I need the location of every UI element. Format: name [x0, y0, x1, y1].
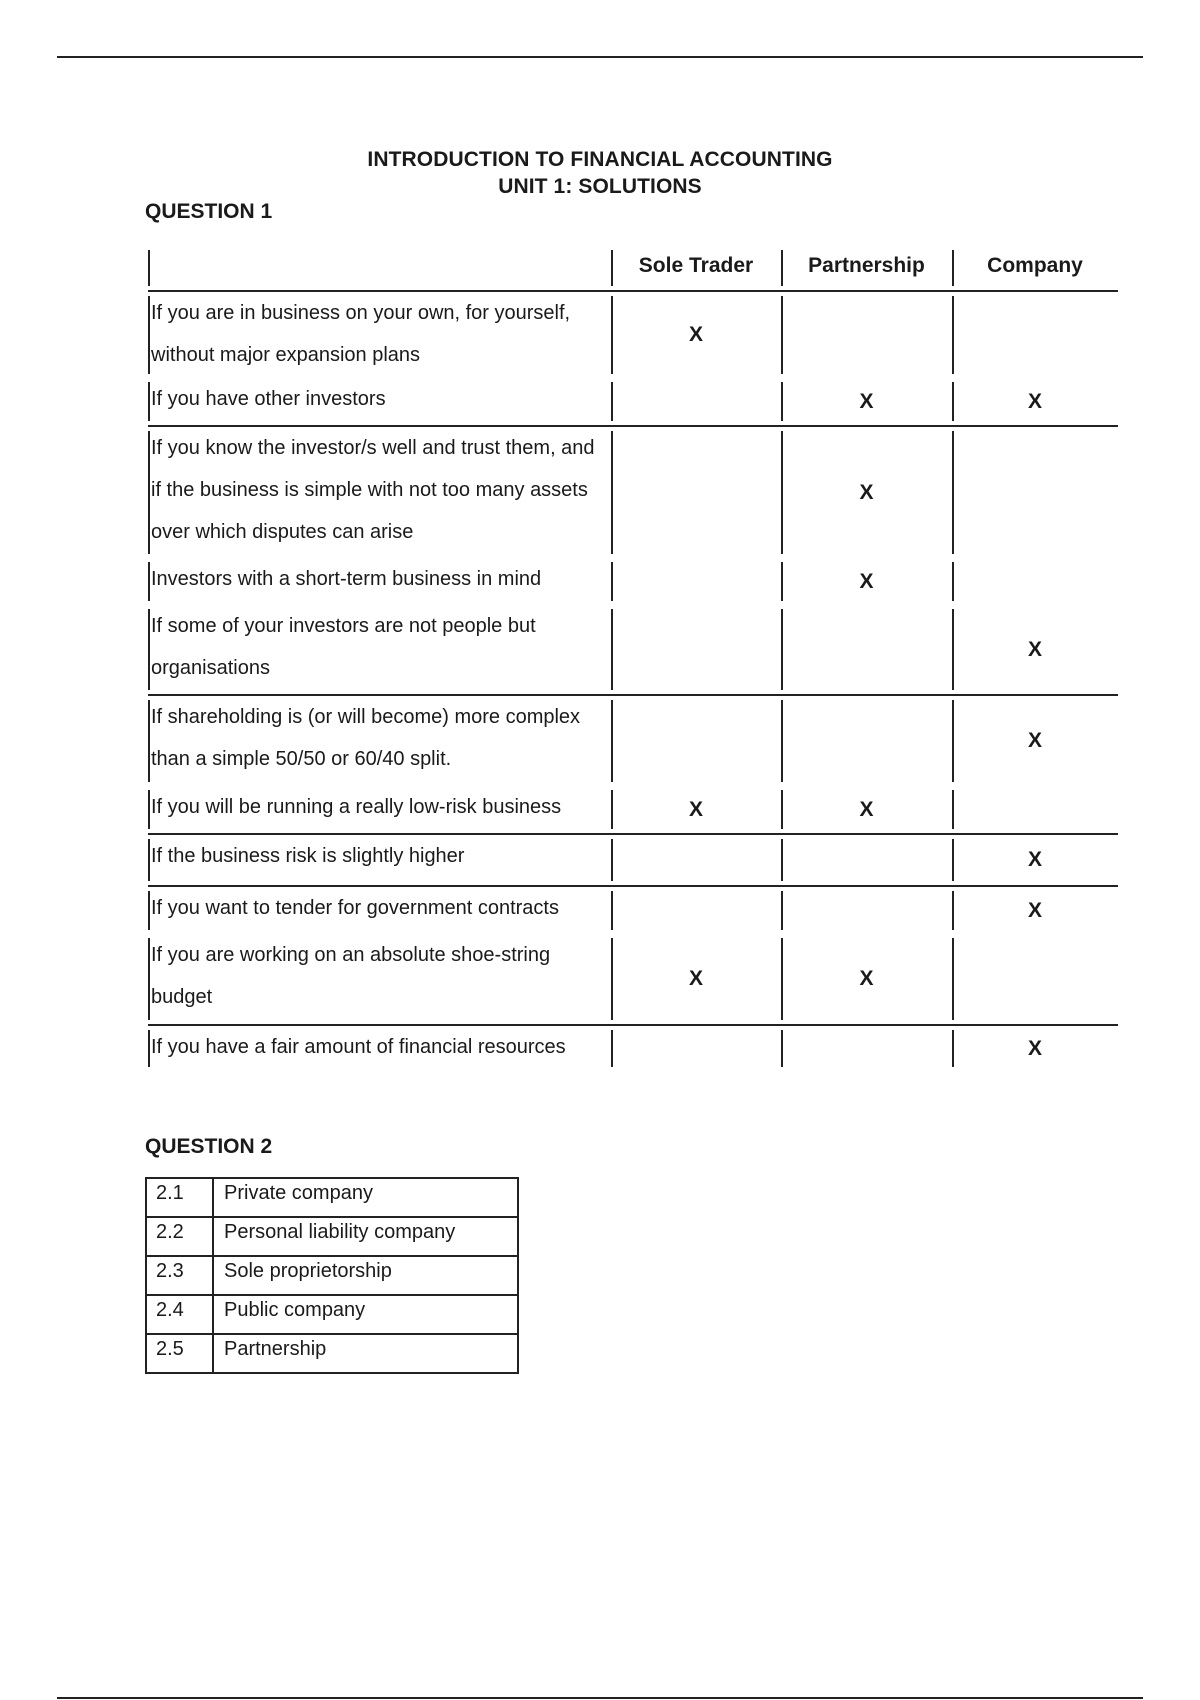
- q1-row: [148, 934, 1118, 1024]
- q1-cell-partnership: [781, 696, 952, 786]
- q1-question-cell: [148, 427, 611, 558]
- question-2-table: [145, 1177, 519, 1374]
- title-line-2: UNIT 1: SOLUTIONS: [498, 175, 702, 198]
- q1-cell-company: [952, 696, 1118, 786]
- q1-cell-company: [952, 605, 1118, 694]
- q2-answer: Public company: [213, 1295, 518, 1334]
- q1-cell-company: [952, 835, 1118, 885]
- q1-row: [148, 833, 1118, 885]
- q1-question-text: budget: [151, 986, 213, 1008]
- header-sole-trader-label: Sole Trader: [638, 254, 754, 277]
- check-mark: X: [688, 967, 703, 990]
- q1-question-text: If you want to tender for government contracts: [151, 897, 559, 919]
- q1-cell-sole-trader: [611, 835, 781, 885]
- q1-cell-company: [952, 427, 1118, 558]
- header-company-label: Company: [987, 254, 1083, 277]
- check-mark: X: [859, 389, 874, 413]
- header-partnership: [781, 246, 952, 290]
- q2-answer: Personal liability company: [213, 1217, 518, 1256]
- q1-question-text: Investors with a short-term business in mind: [151, 568, 542, 590]
- check-mark: X: [1027, 389, 1042, 413]
- q1-cell-sole-trader: [611, 378, 781, 425]
- q2-row: [146, 1295, 518, 1334]
- document-title: [0, 146, 1200, 200]
- q1-question-text: If you will be running a really low-risk business: [151, 796, 562, 818]
- q1-row: [148, 425, 1118, 558]
- q1-cell-sole-trader: [611, 292, 781, 378]
- q1-cell-company: [952, 1026, 1118, 1071]
- q1-question-text: organisations: [151, 657, 270, 679]
- q1-cell-partnership: [781, 887, 952, 934]
- q1-question-text: If the business risk is slightly higher: [151, 845, 465, 867]
- q2-row: [146, 1256, 518, 1295]
- q1-question-text: If you know the investor/s well and trust them, and: [151, 437, 595, 459]
- header-company: [952, 246, 1118, 290]
- q2-number: 2.3: [146, 1256, 213, 1295]
- q1-cell-partnership: [781, 786, 952, 833]
- q1-cell-partnership: [781, 558, 952, 605]
- q2-row: [146, 1334, 518, 1373]
- q1-question-text: If you have a fair amount of financial resources: [151, 1036, 566, 1058]
- q1-cell-sole-trader: [611, 786, 781, 833]
- q1-cell-sole-trader: [611, 1026, 781, 1071]
- check-mark: X: [688, 323, 703, 346]
- check-mark: X: [1027, 1036, 1042, 1060]
- q2-answer: Private company: [213, 1178, 518, 1217]
- q1-question-cell: [148, 887, 611, 934]
- q1-question-text: If you are in business on your own, for yourself,: [151, 302, 571, 324]
- q2-number: 2.2: [146, 1217, 213, 1256]
- q1-question-text: If you are working on an absolute shoe-string: [151, 944, 551, 966]
- q1-cell-company: [952, 887, 1118, 934]
- q1-question-cell: [148, 696, 611, 786]
- check-mark: X: [1027, 637, 1042, 661]
- q1-cell-sole-trader: [611, 558, 781, 605]
- q1-cell-sole-trader: [611, 605, 781, 694]
- q1-body: [148, 290, 1118, 1071]
- q2-row: [146, 1178, 518, 1217]
- q1-question-text: If shareholding is (or will become) more complex: [151, 706, 581, 728]
- check-mark: X: [1027, 729, 1042, 752]
- q1-cell-partnership: [781, 835, 952, 885]
- q1-row: [148, 885, 1118, 934]
- check-mark: X: [859, 480, 874, 504]
- q1-row: [148, 786, 1118, 833]
- check-mark: X: [1027, 848, 1042, 871]
- q1-cell-company: [952, 934, 1118, 1024]
- q1-cell-partnership: [781, 1026, 952, 1071]
- q1-cell-sole-trader: [611, 696, 781, 786]
- q1-cell-partnership: [781, 378, 952, 425]
- q1-cell-partnership: [781, 605, 952, 694]
- question-1-table: [148, 246, 1118, 1071]
- q2-number: 2.1: [146, 1178, 213, 1217]
- q1-header-row: [148, 246, 1118, 290]
- q1-question-text: if the business is simple with not too many assets: [151, 479, 588, 501]
- q1-question-cell: [148, 1026, 611, 1071]
- check-mark: X: [1027, 898, 1042, 922]
- q1-cell-partnership: [781, 934, 952, 1024]
- q1-question-text: over which disputes can arise: [151, 521, 414, 543]
- q1-question-text: without major expansion plans: [151, 344, 421, 366]
- q1-cell-company: [952, 378, 1118, 425]
- q1-question-cell: [148, 378, 611, 425]
- check-mark: X: [859, 569, 874, 593]
- q1-question-cell: [148, 934, 611, 1024]
- q2-row: [146, 1217, 518, 1256]
- q2-answer: Sole proprietorship: [213, 1256, 518, 1295]
- header-partnership-label: Partnership: [808, 254, 925, 277]
- q1-question-text: than a simple 50/50 or 60/40 split.: [151, 748, 452, 770]
- header-sole-trader: [611, 246, 781, 290]
- q1-row: [148, 290, 1118, 378]
- q2-answer: Partnership: [213, 1334, 518, 1373]
- question-2-heading: QUESTION 2: [145, 1135, 273, 1158]
- q1-cell-partnership: [781, 292, 952, 378]
- q1-question-cell: [148, 786, 611, 833]
- q2-number: 2.4: [146, 1295, 213, 1334]
- q1-cell-company: [952, 558, 1118, 605]
- q1-question-cell: [148, 558, 611, 605]
- q1-row: [148, 378, 1118, 425]
- check-mark: X: [859, 797, 874, 821]
- check-mark: X: [688, 797, 703, 821]
- q1-question-text: If some of your investors are not people but: [151, 615, 536, 637]
- check-mark: X: [859, 967, 874, 990]
- bottom-rule: [57, 1697, 1143, 1699]
- q1-row: [148, 605, 1118, 694]
- q1-cell-sole-trader: [611, 887, 781, 934]
- q1-row: [148, 1024, 1118, 1071]
- q1-cell-company: [952, 786, 1118, 833]
- q1-cell-company: [952, 292, 1118, 378]
- q1-question-cell: [148, 292, 611, 378]
- title-line-1: INTRODUCTION TO FINANCIAL ACCOUNTING: [367, 148, 833, 171]
- q2-number: 2.5: [146, 1334, 213, 1373]
- q1-cell-sole-trader: [611, 427, 781, 558]
- q1-cell-sole-trader: [611, 934, 781, 1024]
- q1-row: [148, 694, 1118, 786]
- top-rule: [57, 56, 1143, 58]
- question-1-heading: QUESTION 1: [145, 200, 273, 223]
- q1-header-blank: [148, 246, 611, 290]
- q1-question-cell: [148, 835, 611, 885]
- q1-question-cell: [148, 605, 611, 694]
- q1-row: [148, 558, 1118, 605]
- q1-question-text: If you have other investors: [151, 388, 386, 410]
- q1-cell-partnership: [781, 427, 952, 558]
